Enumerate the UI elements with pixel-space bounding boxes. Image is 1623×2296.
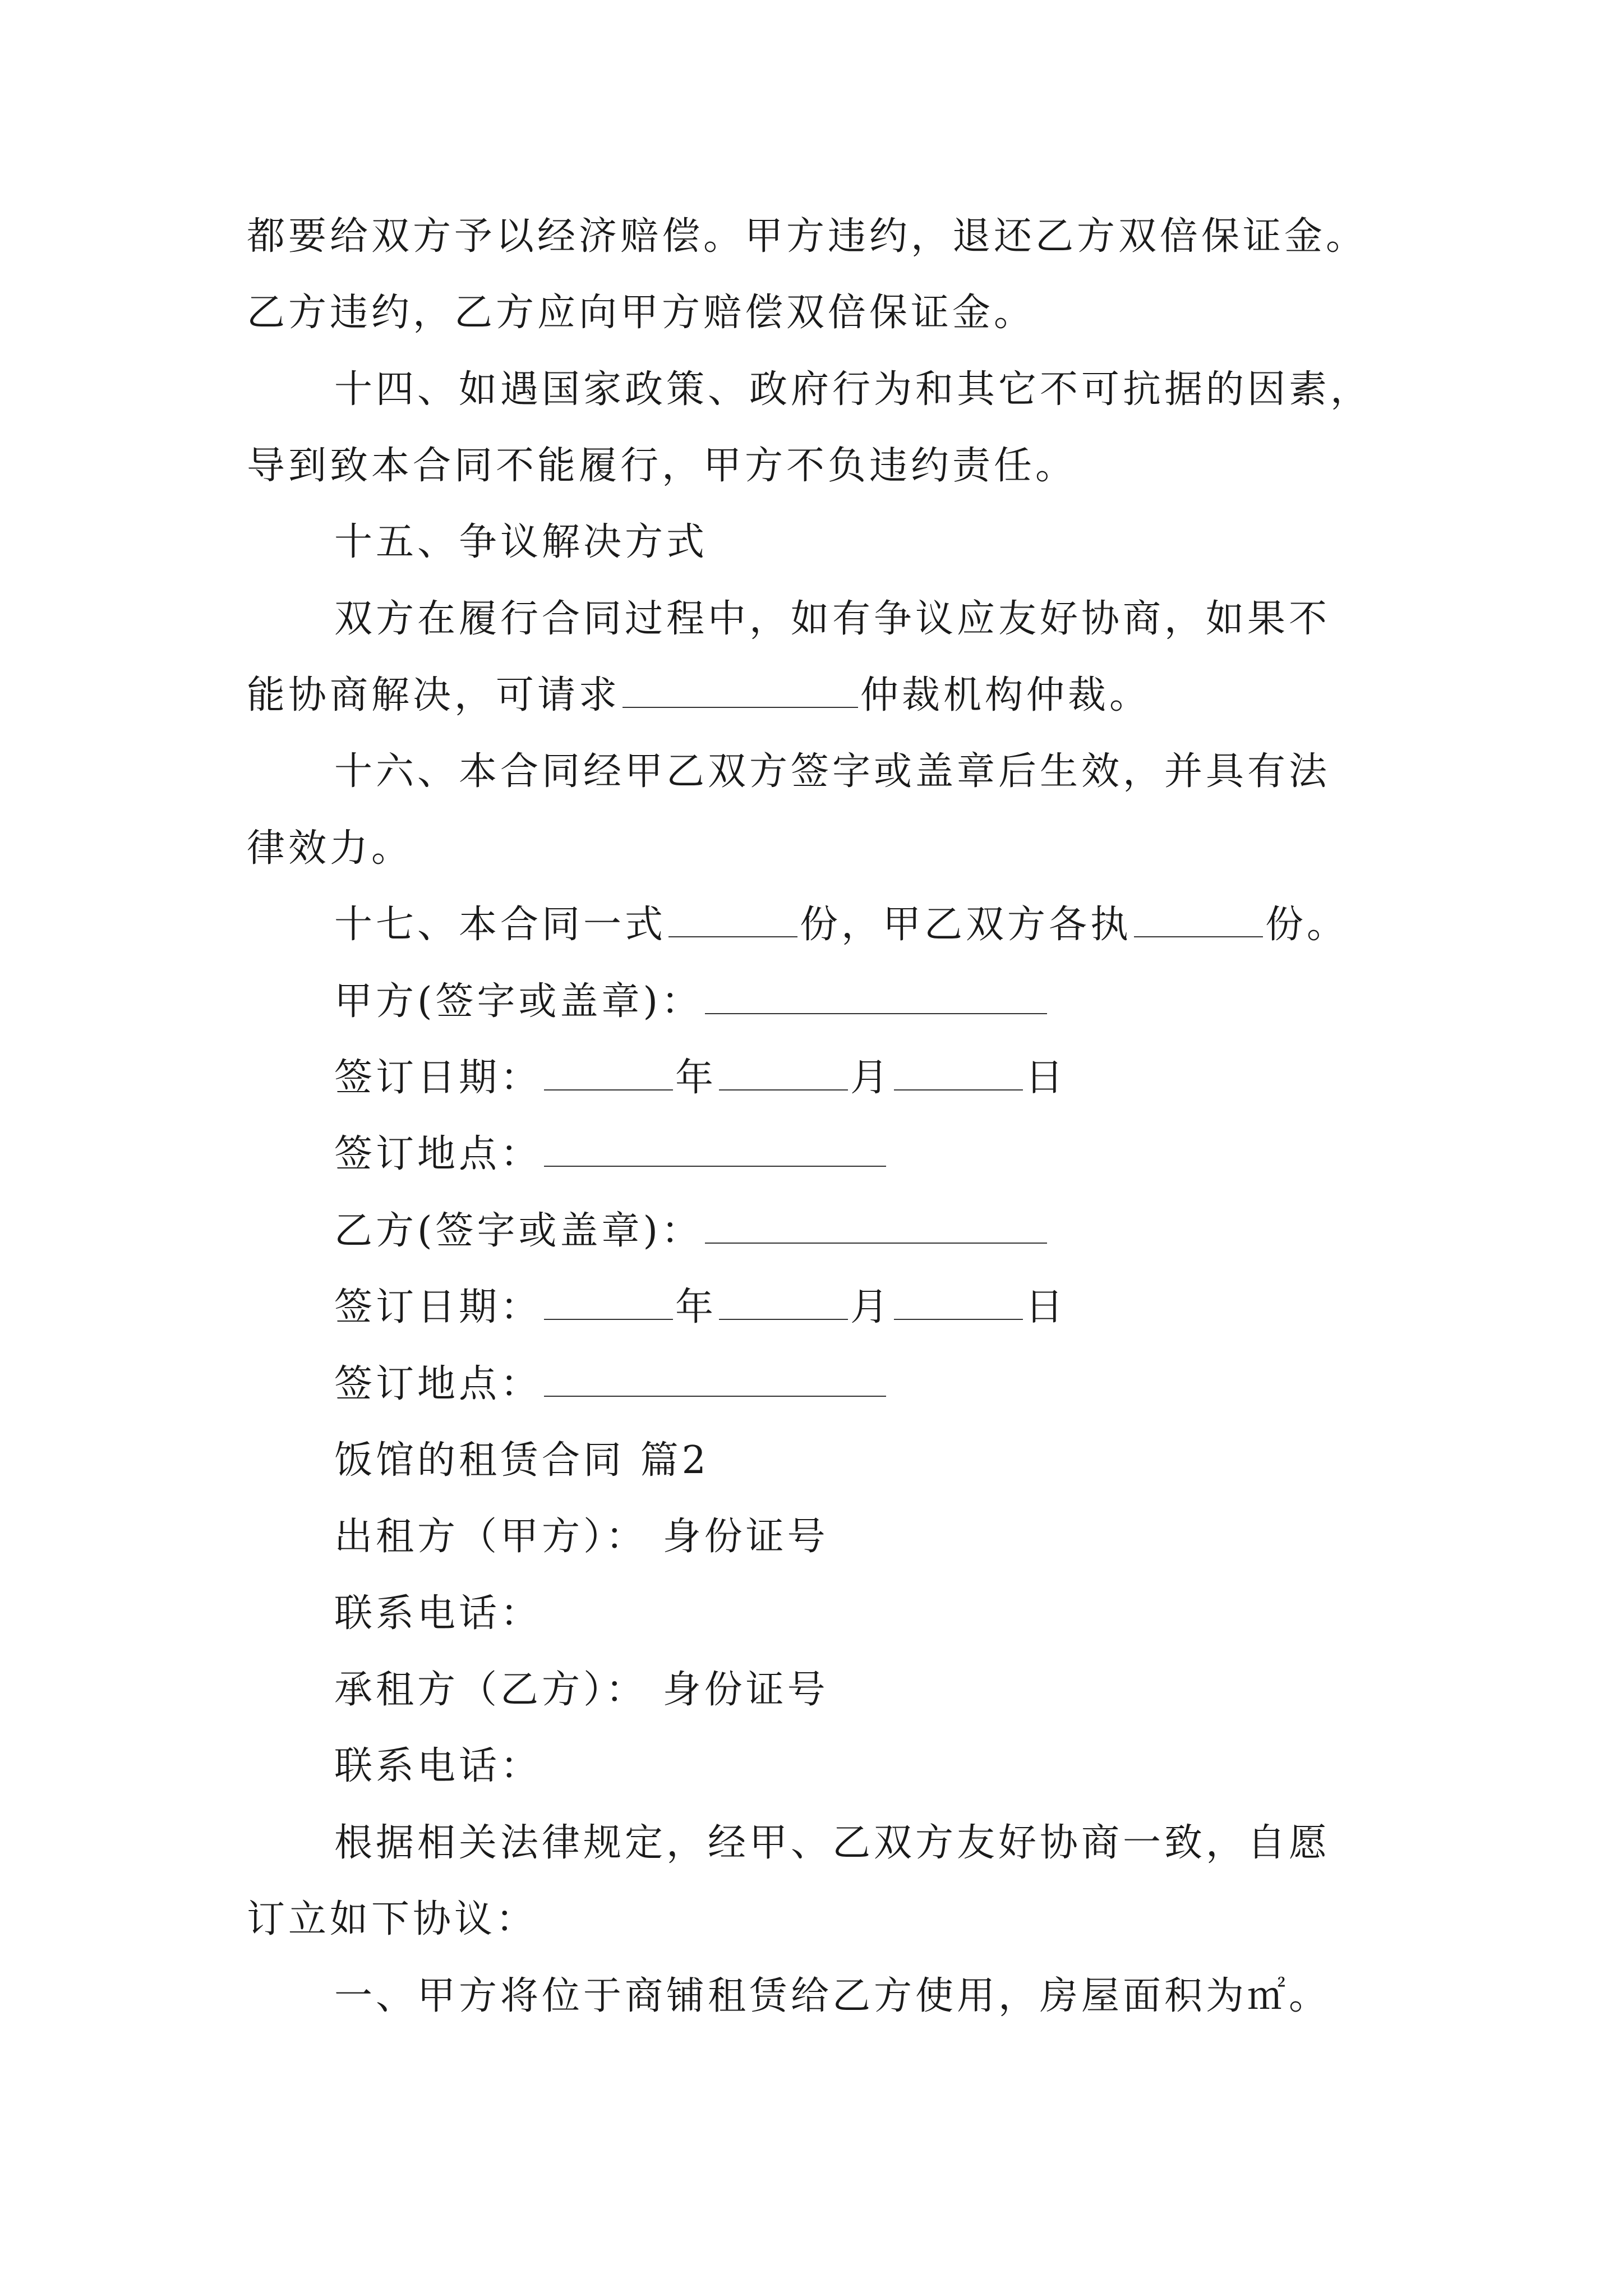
year-unit: 年 — [675, 1056, 717, 1100]
party-a-place-line — [334, 1126, 1512, 1182]
party-b-month-blank[interactable] — [719, 1285, 848, 1320]
copies-each-blank[interactable] — [1134, 903, 1263, 937]
paragraph-line: 都要给双方予以经济赔偿。甲方违约，退还乙方双倍保证金。 — [247, 214, 1368, 259]
paragraph-line: 双方在履行合同过程中，如有争议应友好协商，如果不 — [334, 597, 1331, 641]
section-title: 饭馆的租赁合同 篇2 — [334, 1438, 709, 1483]
party-b-sign-blank[interactable] — [705, 1209, 1047, 1244]
clause-16-line: 十六、本合同经甲乙双方签字或盖章后生效，并具有法 — [334, 749, 1331, 794]
party-a-year-blank[interactable] — [544, 1056, 673, 1091]
party-a-sign-line — [334, 974, 1512, 1030]
clause-1-line: 一、甲方将位于商铺租赁给乙方使用，房屋面积为㎡。 — [334, 1974, 1331, 2018]
party-a-date-line — [334, 1050, 1512, 1106]
month-unit: 月 — [850, 1056, 892, 1100]
month-unit: 月 — [850, 1285, 892, 1329]
clause-15-heading: 十五、争议解决方式 — [334, 520, 708, 564]
lessor-line: 出租方（甲方）： 身份证号 — [334, 1515, 829, 1559]
party-b-sign-line — [334, 1203, 1512, 1259]
arbitration-blank[interactable] — [623, 673, 858, 708]
party-a-sign-label: 甲方(签字或盖章)： — [334, 979, 703, 1024]
clause-14-line: 十四、如遇国家政策、政府行为和其它不可抗据的因素， — [334, 367, 1372, 412]
party-b-place-label: 签订地点： — [334, 1362, 542, 1406]
party-a-day-blank[interactable] — [894, 1056, 1023, 1091]
arbitration-text-after: 仲裁机构仲裁。 — [860, 673, 1151, 717]
copies-text-2: 份，甲乙双方各执 — [800, 903, 1132, 947]
clause-17-line — [334, 897, 1512, 953]
lessee-phone-line: 联系电话： — [334, 1744, 542, 1788]
party-a-sign-blank[interactable] — [705, 979, 1047, 1014]
copies-text-3: 份。 — [1265, 903, 1349, 947]
party-b-sign-label: 乙方(签字或盖章)： — [334, 1209, 703, 1253]
arbitration-text-before: 能协商解决，可请求 — [247, 673, 621, 717]
lessor-phone-line: 联系电话： — [334, 1591, 542, 1636]
party-b-date-label: 签订日期： — [334, 1285, 542, 1329]
paragraph-line: 乙方违约，乙方应向甲方赔偿双倍保证金。 — [247, 291, 1036, 335]
arbitration-line — [247, 668, 1424, 724]
copies-total-blank[interactable] — [668, 903, 797, 937]
year-unit: 年 — [675, 1285, 717, 1329]
party-b-year-blank[interactable] — [544, 1285, 673, 1320]
party-b-place-blank[interactable] — [544, 1362, 886, 1397]
paragraph-line: 律效力。 — [247, 826, 413, 871]
paragraph-line: 订立如下协议： — [247, 1897, 538, 1941]
day-unit: 日 — [1025, 1056, 1067, 1100]
party-b-day-blank[interactable] — [894, 1285, 1023, 1320]
party-b-place-line — [334, 1356, 1512, 1412]
paragraph-line: 导到致本合同不能履行，甲方不负违约责任。 — [247, 444, 1077, 488]
party-b-date-line — [334, 1280, 1512, 1336]
party-a-place-blank[interactable] — [544, 1132, 886, 1167]
party-a-place-label: 签订地点： — [334, 1132, 542, 1176]
paragraph-line: 根据相关法律规定，经甲、乙双方友好协商一致，自愿 — [334, 1821, 1331, 1865]
party-a-date-label: 签订日期： — [334, 1056, 542, 1100]
party-a-month-blank[interactable] — [719, 1056, 848, 1091]
copies-text-1: 十七、本合同一式 — [334, 903, 667, 947]
day-unit: 日 — [1025, 1285, 1067, 1329]
lessee-line: 承租方（乙方）： 身份证号 — [334, 1668, 829, 1712]
